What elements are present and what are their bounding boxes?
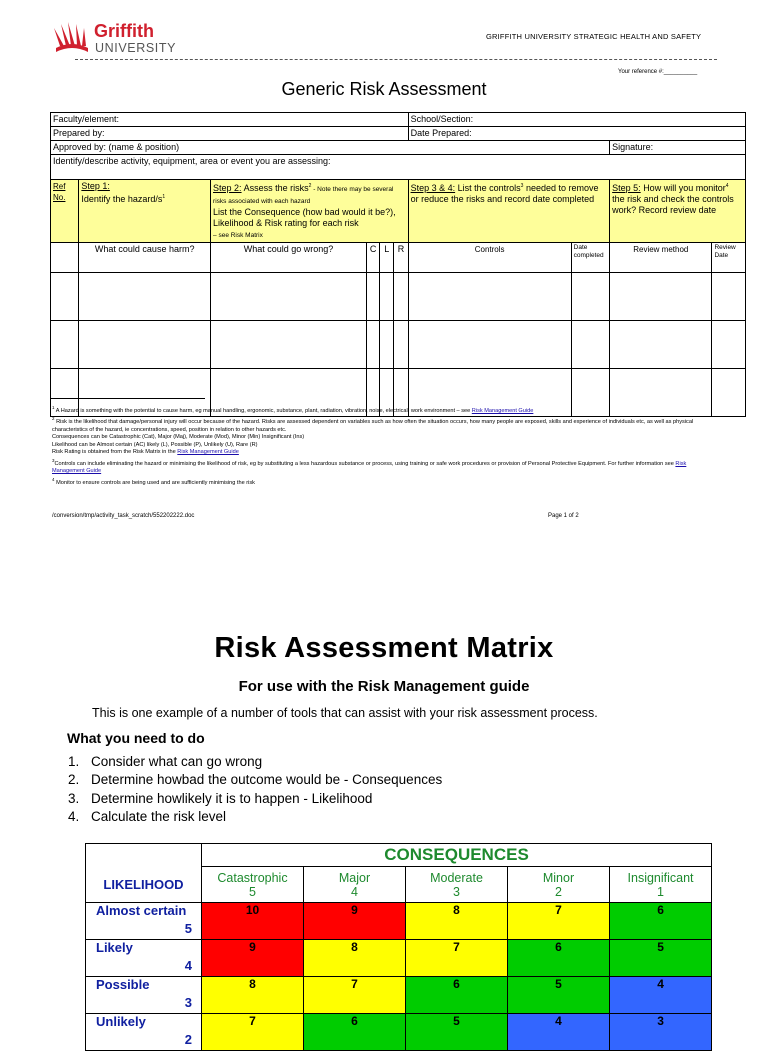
risk-cell: 7 [202,1014,304,1051]
step34-sup: 3 [520,183,524,189]
school-field[interactable]: School/Section: [408,113,745,127]
matrix-title: Risk Assessment Matrix [214,632,554,664]
step5-sup: 4 [725,183,729,189]
col-ref [51,243,79,273]
risk-cell: 8 [202,977,304,1014]
step1-text: Identify the hazard/s [81,194,163,204]
griffith-flame-icon [52,20,187,56]
risk-cell: 7 [406,940,508,977]
risk-cell: 6 [406,977,508,1014]
risk-cell: 7 [304,977,406,1014]
step2-b: List the Consequence (how bad would it be?), Likelihood & Risk rating for each risk [213,207,396,228]
step2-sup: 2 [308,183,312,189]
date-prepared-field[interactable]: Date Prepared: [408,127,745,141]
col-controls: Controls [408,243,571,273]
footnote-2d [52,449,712,457]
footnote-1-text: A Hazard is something with the potential to cause harm, eg manual handling, ergonomic, substance, plant, radiation, vibration, noise, electrical, work environment – see [55,407,472,414]
your-reference: Your reference #:__________ [618,69,698,75]
step2-header [211,180,409,243]
risk-cell: 5 [610,940,712,977]
col-cause-harm: What could cause harm? [79,243,211,273]
risk-cell: 5 [406,1014,508,1051]
risk-cell: 6 [304,1014,406,1051]
step5-b: the risk and check the controls work? Record review date [612,194,734,215]
likelihood-almost-certain: Almost certain 5 [86,903,202,940]
risk-cell: 9 [304,903,406,940]
risk-cell: 5 [508,977,610,1014]
consequences-header: CONSEQUENCES [202,844,712,867]
risk-cell: 9 [202,940,304,977]
risk-guide-link[interactable]: Risk Management Guide [52,460,687,475]
step5-a: How will you monitor [643,183,726,193]
footnote-2d-text: Risk Rating is obtained from the Risk Matrix in the [52,449,178,456]
footnote-1: $^1$ A Hazard is something with the potential to cause harm, eg manual handling, ergonomic, substance, plant, radiation, vibration, noise, electrical, work environment – see Risk Management Guide [52,405,534,414]
step34-header [408,180,610,243]
likelihood-possible: Possible 3 [86,977,202,1014]
step2-label: Step 2: [213,183,242,193]
col-c: C [367,243,380,273]
col-review-date: Review Date [712,243,746,273]
step1-label: Step 1: [81,181,110,191]
step1-header [79,180,211,243]
logo-bottom-text: UNIVERSITY [95,41,177,55]
matrix-subtitle: For use with the Risk Management guide [238,678,530,695]
page-number: Page 1 of 2 [548,513,579,519]
griffith-logo [52,20,187,56]
prepared-by-field[interactable]: Prepared by: [51,127,409,141]
footnote-2: $^2$ Risk is the likelihood that damage/personal injury will occur because of the hazard. Risks are assessed dependent on variables such as how often the situation occurs, how many people are exposed, skills and experience of individuals etc, as well as physical characteristics of the hazard, ie concentrations, speed, position in relation to other hazards etc. [52,416,694,433]
likelihood-unlikely: Unlikely 2 [86,1014,202,1051]
risk-matrix [85,843,712,1051]
consequence-insignificant: Insignificant 1 [610,867,712,903]
signature-field[interactable]: Signature: [610,141,746,155]
consequence-catastrophic: Catastrophic 5 [202,867,304,903]
step2-note: - Note there may be several risks associated with each hazard [213,186,394,205]
footnote-4: $^4$ Monitor to ensure controls are being used and are sufficiently minimising the risk [52,476,255,486]
consequence-minor: Minor 2 [508,867,610,903]
footnote-3: $^3$Controls can include eliminating the hazard or minimising the likelihood of risk, eg by substituting a less hazardous substance or process, using training or safe work procedures or provision of Personal Protective Equipment. For further information see Risk Management Guide [52,457,687,475]
footnote-4-text: Monitor to ensure controls are being used and are sufficiently minimising the risk [56,479,255,486]
likelihood-likely: Likely 4 [86,940,202,977]
steps-list [68,753,442,826]
page-title: Generic Risk Assessment [281,79,487,99]
risk-cell: 4 [610,977,712,1014]
consequence-moderate: Moderate 3 [406,867,508,903]
header-divider [75,59,717,60]
matrix-intro: This is one example of a number of tools that can assist with your risk assessment process. [92,706,598,720]
logo-top-text: Griffith [94,21,154,41]
step2-a: Assess the risks [243,183,309,193]
risk-cell: 4 [508,1014,610,1051]
risk-cell: 6 [508,940,610,977]
org-name: GRIFFITH UNIVERSITY STRATEGIC HEALTH AND SAFETY [486,32,702,41]
col-review-method: Review method [610,243,712,273]
risk-cell: 6 [610,903,712,940]
step34-a: List the controls [457,183,521,193]
footnote-2c: Likelihood can be Almost certain (AC) likely (L), Possible (P), Unlikely (U), Rare (R) [52,441,258,448]
footnote-3-text: Controls can include eliminating the hazard or minimising the likelihood of risk, eg by substituting a less hazardous substance or process, using training or safe work procedures or provision of Personal Protective Equipment. For further information see [54,460,676,467]
col-date-completed: Date completed [571,243,609,273]
risk-assessment-form [50,112,746,417]
table-row [51,321,746,369]
step5-label: Step 5: [612,183,641,193]
step34-label: Step 3 & 4: [410,183,456,193]
footnote-2-text: Risk is the likelihood that damage/personal injury will occur because of the hazard. Risks are assessed dependent on variables such as how often the situation occurs, how many people are exposed, skills and experience of individuals etc, as well as physical characteristics of the hazard, ie concentrations, speed, position in relation to other hazards etc. [52,419,694,433]
risk-cell: 7 [508,903,610,940]
list-item: 4. Calculate the risk level [68,808,227,824]
footnote-2b: Consequences can be Catastrophic (Cat), Major (Maj), Moderate (Mod), Minor (Min) Insignificant (Ins) [52,434,305,441]
footnote-rule [50,398,205,399]
likelihood-header: LIKELIHOOD [86,867,202,903]
matrix-row-unlikely [86,1014,712,1051]
col-l: L [380,243,394,273]
risk-cell: 10 [202,903,304,940]
step5-header [610,180,746,243]
list-item: 1. Consider what can go wrong [68,754,263,769]
file-path: /conversion/tmp/activity_task_scratch/552202222.doc [52,513,195,519]
list-item: 3. Determine howlikely it is to happen - Likelihood [68,790,373,806]
what-you-need-heading: What you need to do [67,730,205,746]
risk-cell: 3 [610,1014,712,1051]
step34-b: needed to remove or reduce the risks and record date completed [410,183,599,204]
col-r: R [394,243,408,273]
risk-cell: 8 [304,940,406,977]
activity-description-field[interactable]: Identify/describe activity, equipment, area or event you are assessing: [51,155,746,180]
risk-guide-link[interactable]: Risk Management Guide [471,407,534,414]
matrix-row-almost-certain [86,903,712,940]
col-go-wrong: What could go wrong? [211,243,367,273]
matrix-row-possible [86,977,712,1014]
footnotes [52,404,712,487]
ref-no-header: Ref No. [51,180,79,243]
risk-guide-link[interactable]: Risk Management Guide [177,449,239,456]
risk-cell: 8 [406,903,508,940]
list-item: 2. Determine howbad the outcome would be - Consequences [68,772,443,788]
step1-sup: 1 [162,194,166,200]
table-row [51,273,746,321]
consequence-major: Major 4 [304,867,406,903]
matrix-row-likely [86,940,712,977]
approved-by-field[interactable]: Approved by: (name & position) [51,141,610,155]
step2-c: – see Risk Matrix [213,232,263,239]
faculty-field[interactable]: Faculty/element: [51,113,409,127]
